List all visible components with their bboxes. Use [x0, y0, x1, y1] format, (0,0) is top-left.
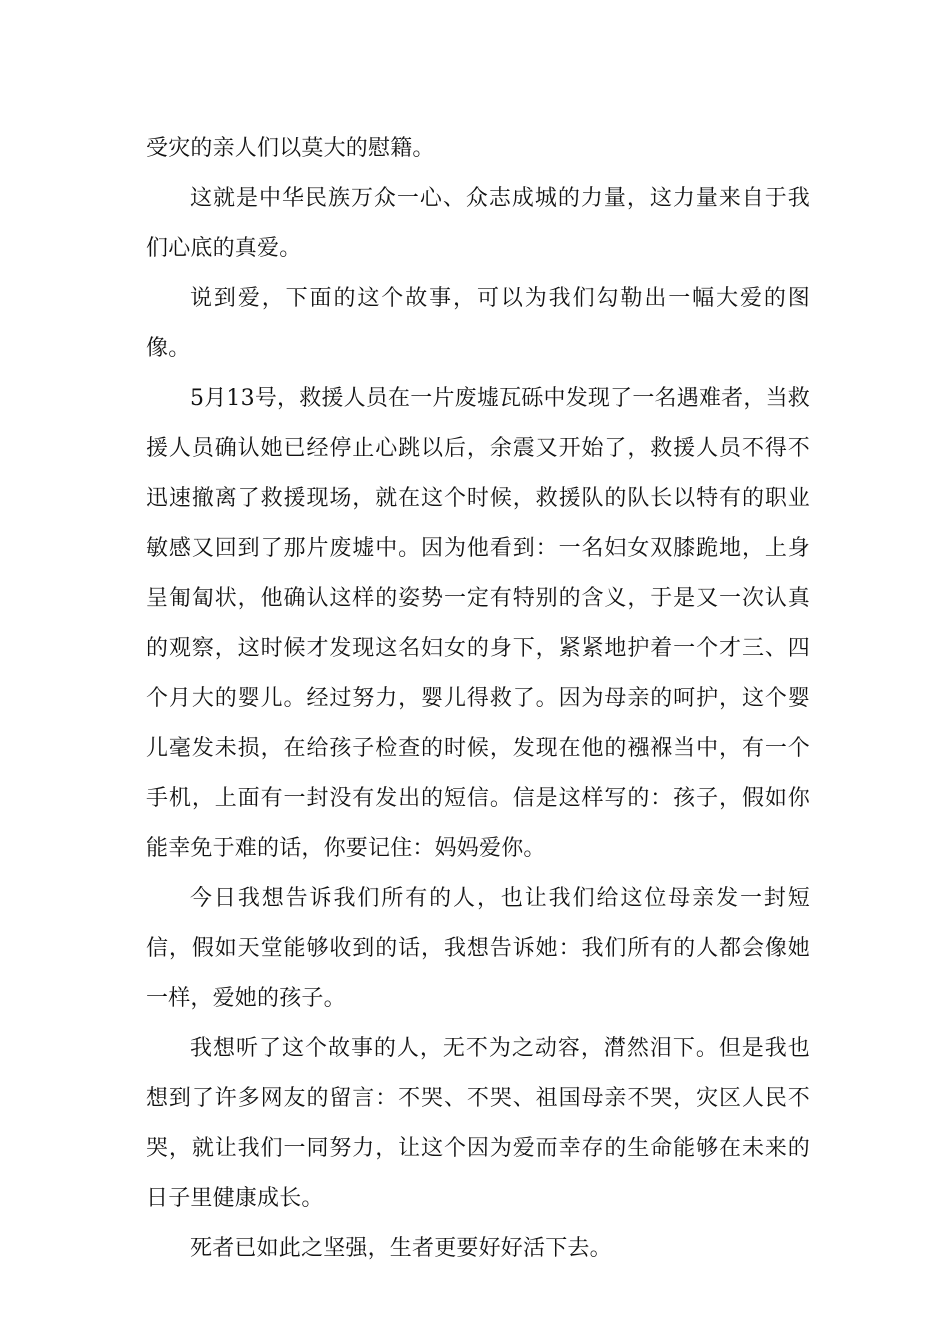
paragraph-4: 5月13号，救援人员在一片废墟瓦砾中发现了一名遇难者，当救援人员确认她已经停止心跳以后，余震又开始了，救援人员不得不迅速撤离了救援现场，就在这个时候，救援队的队长以特有的职业敏感又回到了那片废墟中。因为他看到：一名妇女双膝跪地，上身呈匍匐状，他确认这样的姿势一定有特别的含义，于是又一次认真的观察，这时候才发现这名妇女的身下，紧紧地护着一个才三、四个月大的婴儿。经过努力，婴儿得救了。因为母亲的呵护，这个婴儿毫发未损，在给孩子检查的时候，发现在他的襁褓当中，有一个手机，上面有一封没有发出的短信。信是这样写的：孩子，假如你能幸免于难的话，你要记住：妈妈爱你。 [146, 386, 810, 861]
paragraph-7: 死者已如此之坚强，生者更要好好活下去。 [190, 1236, 612, 1261]
paragraph-2: 这就是中华民族万众一心、众志成城的力量，这力量来自于我们心底的真爱。 [146, 186, 810, 261]
paragraph-5: 今日我想告诉我们所有的人，也让我们给这位母亲发一封短信，假如天堂能够收到的话，我想告诉她：我们所有的人都会像她一样，爱她的孩子。 [146, 886, 810, 1011]
paragraph-6: 我想听了这个故事的人，无不为之动容，潸然泪下。但是我也想到了许多网友的留言：不哭、不哭、祖国母亲不哭，灾区人民不哭，就让我们一同努力，让这个因为爱而幸存的生命能够在未来的日子里健康成长。 [146, 1036, 810, 1211]
paragraph-3: 说到爱，下面的这个故事，可以为我们勾勒出一幅大爱的图像。 [146, 286, 810, 361]
paragraph-1: 受灾的亲人们以莫大的慰籍。 [146, 136, 435, 161]
document-body [146, 124, 810, 1274]
